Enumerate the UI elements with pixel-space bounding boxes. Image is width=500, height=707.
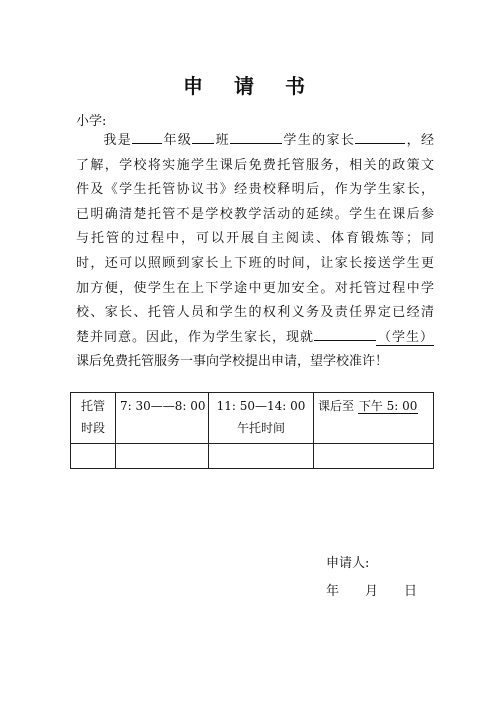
parent-name-blank bbox=[355, 130, 405, 144]
body-line-1 bbox=[76, 129, 434, 154]
noon-slot-label: 午托时间 bbox=[236, 421, 285, 435]
text-fragment: 年级 bbox=[162, 133, 193, 148]
noon-slot-time: 11: 50—14: 00 bbox=[216, 399, 306, 413]
class-blank bbox=[192, 130, 214, 144]
empty-cell bbox=[209, 444, 314, 469]
body-line-4: 已明确清楚托管不是学校教学活动的延续。学生在课后参 bbox=[76, 206, 434, 222]
schedule-table bbox=[70, 392, 434, 469]
text-fragment: 班 bbox=[214, 133, 230, 148]
addressee: 小学: bbox=[76, 114, 107, 129]
text-fragment: 我是 bbox=[102, 133, 133, 148]
document-title: 申 请 书 bbox=[183, 74, 317, 98]
noon-slot-cell bbox=[209, 393, 314, 444]
label-line: 托管 bbox=[80, 399, 105, 413]
after-school-time: 下午 5: 00 bbox=[358, 399, 418, 413]
body-line-5: 与托管的过程中，可以开展自主阅读、体育锻炼等；同 bbox=[76, 231, 434, 247]
text-fragment: 楚并同意。因此，作为学生家长，现就 bbox=[76, 329, 314, 345]
body-line-9 bbox=[76, 326, 434, 351]
body-line-2: 了解，学校将实施学生课后免费托管服务，相关的政策文 bbox=[76, 157, 434, 173]
body-line-8: 校、家长、托管人员和学生的权利义务及责任界定已经清 bbox=[76, 305, 434, 321]
student-blank bbox=[314, 327, 376, 341]
empty-cell bbox=[314, 444, 434, 469]
student-label: （学生） bbox=[376, 329, 433, 345]
table-row bbox=[71, 444, 434, 469]
date-line: 年 月 日 bbox=[326, 584, 418, 599]
student-name-blank bbox=[230, 130, 282, 144]
application-body bbox=[76, 129, 434, 375]
empty-cell bbox=[116, 444, 209, 469]
after-school-prefix: 课后至 bbox=[318, 399, 355, 413]
body-line-7: 加方便，使学生在上下学途中更加安全。对托管过程中学 bbox=[76, 280, 434, 296]
morning-slot-cell bbox=[116, 393, 209, 444]
after-school-slot-cell bbox=[314, 393, 434, 444]
grade-blank bbox=[132, 130, 162, 144]
empty-cell bbox=[71, 444, 116, 469]
table-row bbox=[71, 393, 434, 444]
schedule-label-cell bbox=[71, 393, 116, 444]
body-line-3: 件及《学生托管协议书》经贵校释明后，作为学生家长， bbox=[76, 182, 434, 198]
body-line-6: 时，还可以照顾到家长上下班的时间，让家长接送学生更 bbox=[76, 255, 434, 271]
label-line: 时段 bbox=[80, 421, 105, 435]
morning-slot: 7: 30——8: 00 bbox=[120, 399, 206, 413]
text-fragment: 学生的家长 bbox=[282, 133, 356, 148]
body-line-10: 课后免费托管服务一事向学校提出申请，望学校准许！ bbox=[76, 354, 389, 370]
applicant-label: 申请人: bbox=[326, 556, 370, 571]
text-fragment: ，经 bbox=[405, 133, 434, 148]
